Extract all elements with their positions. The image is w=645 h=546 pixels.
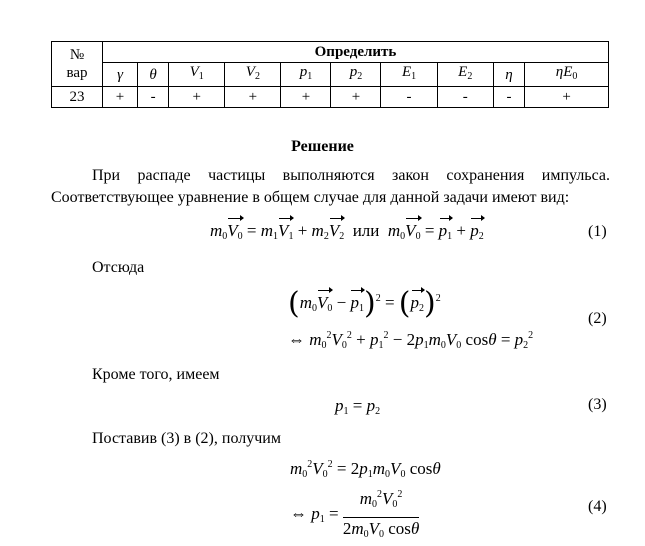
table-cell: + <box>525 87 609 108</box>
fraction: $\frac{m_0^2V_0^2}{2m_0V_0 \cos\theta}$ <box>343 484 419 546</box>
col-v1: $V_1$ <box>169 63 225 87</box>
hence-text: Отсюда <box>92 259 145 276</box>
table-number-header <box>52 42 103 87</box>
paragraph-line-2: Соответствующее уравнение в общем случае для данной задачи имеют вид: <box>51 189 570 206</box>
equation-4b: ⇔ $p_1$ = $\frac{m_0^2V_0^2}{2m_0V_0 \cos\theta}$ <box>290 484 419 546</box>
col-e2: $E_2$ <box>437 63 493 87</box>
equation-4a: $m_0^2V_0^2 = 2p_1m_0V_0$ cosθ <box>290 459 441 480</box>
determine-header: Определить <box>103 42 609 63</box>
table-cell: + <box>103 87 138 108</box>
col-e1: $E_1$ <box>381 63 437 87</box>
variables-table <box>51 41 609 108</box>
paragraph-line-1: При распаде частицы выполняются закон сохранения импульса. <box>92 167 610 184</box>
table-row <box>52 87 609 108</box>
col-theta: θ <box>138 63 169 87</box>
substituting-text: Поставив (3) в (2), получим <box>92 430 281 447</box>
col-gamma: γ <box>103 63 138 87</box>
row-number: 23 <box>52 87 103 108</box>
num-label: № <box>69 47 85 63</box>
col-p2: $p_2$ <box>331 63 381 87</box>
or-word: или <box>352 221 380 240</box>
moreover-text: Кроме того, имеем <box>92 366 220 383</box>
equation-2a: $(m_0V_0 - p_1)^2 = (p_2)^2$ <box>288 286 441 321</box>
table-cell: + <box>225 87 281 108</box>
solution-title: Решение <box>291 138 354 155</box>
col-eta: η <box>493 63 524 87</box>
equation-3: $p_1 = p_2$ <box>335 396 381 417</box>
col-p1: $p_1$ <box>281 63 331 87</box>
col-eta-e0: $\eta E_0$ <box>525 63 609 87</box>
table-cell: - <box>437 87 493 108</box>
equation-number-2: (2) <box>588 310 607 327</box>
equation-2b: ⇔ $m_0^2V_0^2 + p_1^2 - 2p_1m_0V_0$ $\cos\theta = p_2^2$ <box>288 330 534 351</box>
equation-number-3: (3) <box>588 396 607 413</box>
table-cell: - <box>381 87 437 108</box>
table-cell: - <box>138 87 169 108</box>
table-cell: + <box>281 87 331 108</box>
table-cell: + <box>331 87 381 108</box>
equation-number-4: (4) <box>588 498 607 515</box>
var-label: вар <box>66 65 88 81</box>
equation-1: $m_0V_0 = m_1V_1 + m_2V_2$ или $m_0V_0 = p_1 + p_2$ <box>210 221 484 242</box>
table-column-headers <box>52 63 609 87</box>
table-cell: - <box>493 87 524 108</box>
equation-number-1: (1) <box>588 223 607 240</box>
table-cell: + <box>169 87 225 108</box>
col-v2: $V_2$ <box>225 63 281 87</box>
